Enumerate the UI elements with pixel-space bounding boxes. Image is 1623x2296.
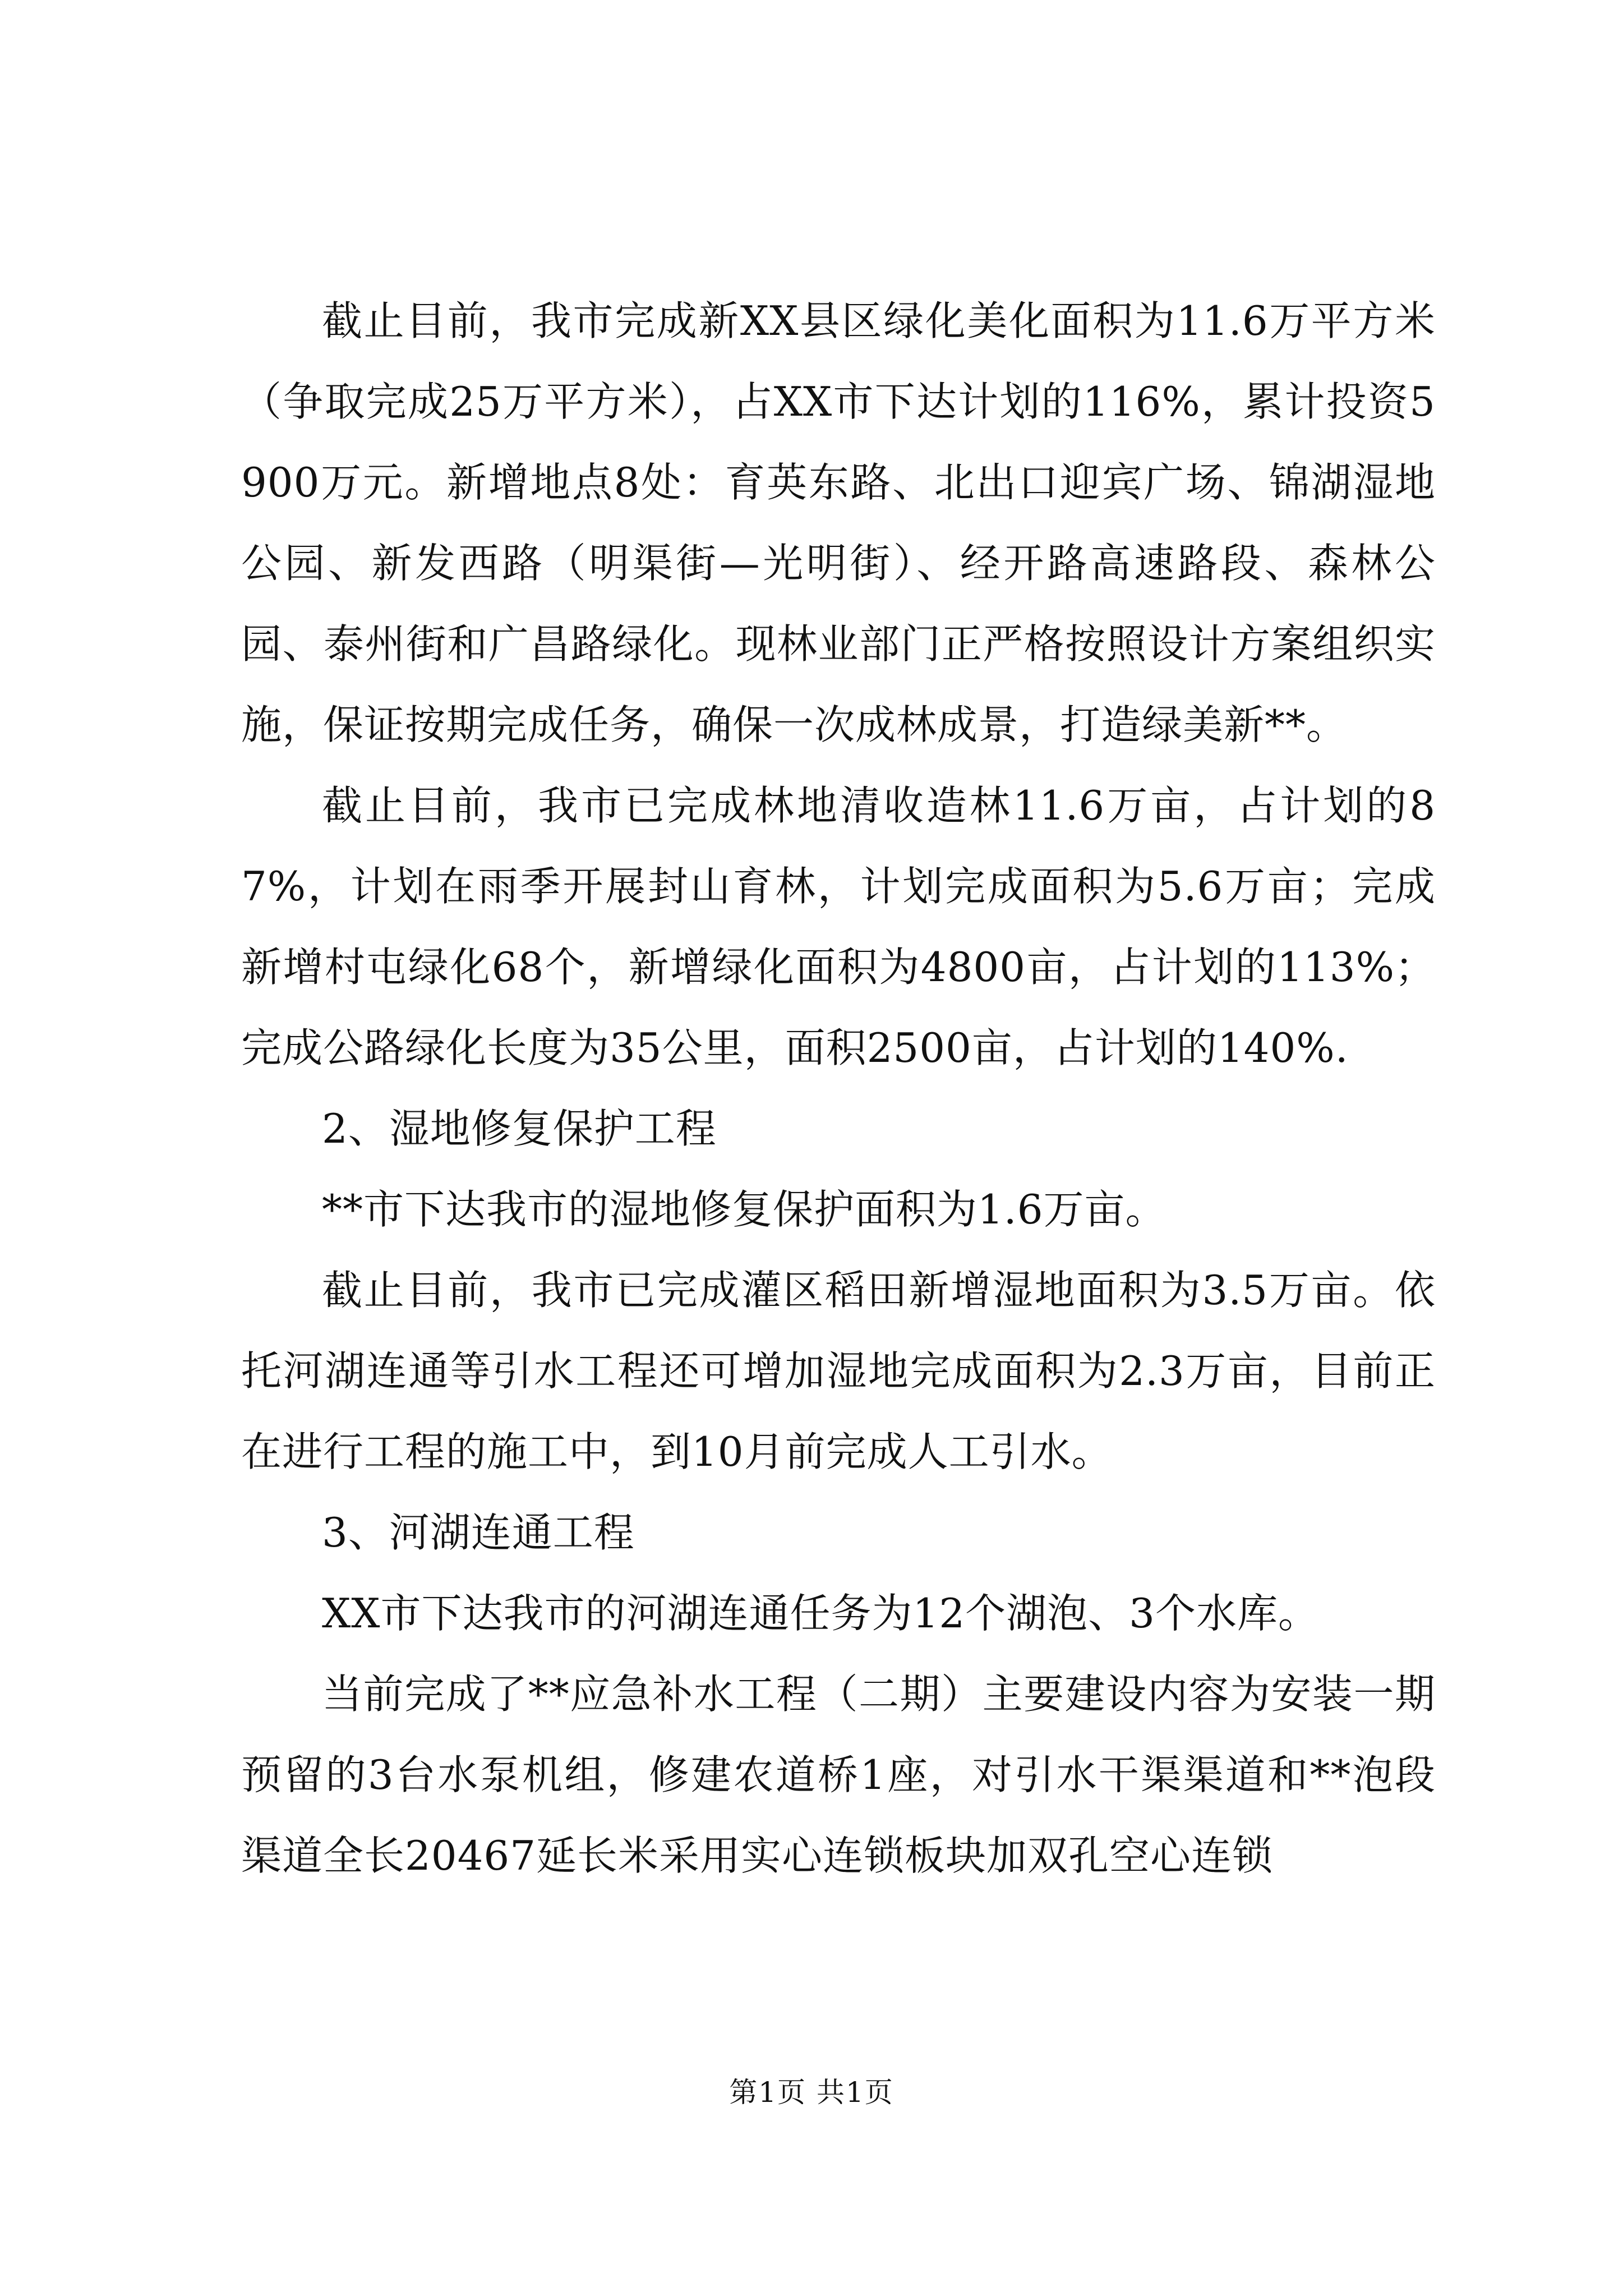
paragraph-river-lake-target: XX市下达我市的河湖连通任务为12个湖泡、3个水库。 (322, 1590, 1319, 1637)
heading-wetland-restoration: 2、湿地修复保护工程 (322, 1105, 717, 1152)
document-body (241, 280, 1436, 1896)
paragraph-water-project: 当前完成了**应急补水工程（二期）主要建设内容为安装一期预留的3台水泵机组，修建农道桥1座，对引水干渠渠道和**泡段渠道全长20467延长米采用实心连锁板块加双孔空心连锁 (241, 1671, 1436, 1879)
page-footer: 第1页 共1页 (729, 2076, 894, 2109)
paragraph-afforestation: 截止目前，我市已完成林地清收造林11.6万亩，占计划的87%，计划在雨季开展封山育林，计划完成面积为5.6万亩；完成新增村屯绿化68个，新增绿化面积为4800亩，占计划的113%；完成公路绿化长度为35公里，面积2500亩，占计划的140%. (241, 782, 1436, 1071)
paragraph-wetland-progress: 截止目前，我市已完成灌区稻田新增湿地面积为3.5万亩。依托河湖连通等引水工程还可增加湿地完成面积为2.3万亩，目前正在进行工程的施工中，到10月前完成人工引水。 (241, 1267, 1436, 1475)
paragraph-wetland-target: **市下达我市的湿地修复保护面积为1.6万亩。 (322, 1186, 1166, 1233)
paragraph-greening: 截止目前，我市完成新XX县区绿化美化面积为11.6万平方米（争取完成25万平方米），占XX市下达计划的116%，累计投资5900万元。新增地点8处：育英东路、北出口迎宾广场、锦湖湿地公园、新发西路（明渠街—光明街）、经开路高速路段、森林公园、泰州街和广昌路绿化。现林业部门正严格按照设计方案组织实施，保证按期完成任务，确保一次成林成景，打造绿美新**。 (241, 297, 1436, 748)
heading-river-lake-connection: 3、河湖连通工程 (322, 1509, 635, 1556)
